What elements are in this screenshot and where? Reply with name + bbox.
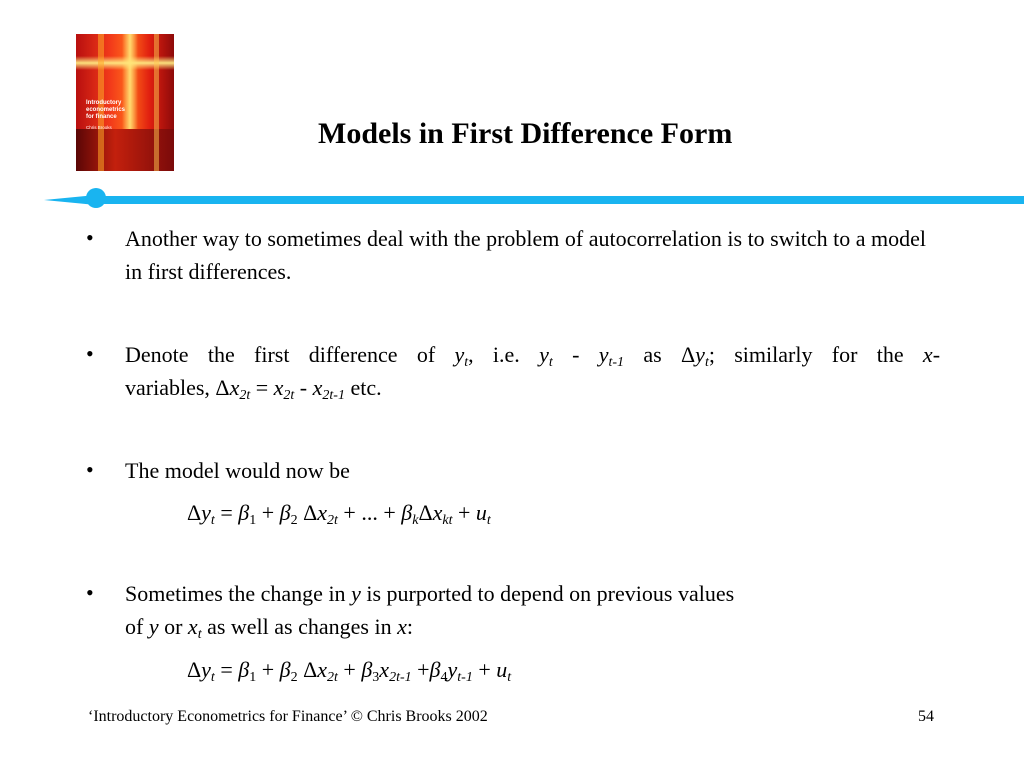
page-number: 54	[918, 708, 934, 725]
equation-lagged-model: $\Delta y_t = \beta_1 + \beta_2$ $\Delta x_{2t} + \beta_3x_{2t-1} +\beta_4y_{t-1} + u_t$	[187, 657, 512, 685]
bullet-model-intro: The model would now be	[125, 458, 350, 483]
bullet-autocorrelation: Another way to sometimes deal with the problem of autocorrelation is to switch to a model in first differences.	[125, 226, 926, 284]
previous-values-line-1: Sometimes the change in y is purported to depend on previous values	[125, 581, 735, 606]
cover-title: Introductory econometrics for finance	[86, 100, 126, 120]
first-difference-line-1: Denote the first difference of $y_t$, i.e. $y_t - y_{t-1}$ as $\Delta y_t$; similarly for the x-	[125, 342, 941, 370]
footer-copyright: ‘Introductory Econometrics for Finance’ © Chris Brooks 2002	[88, 708, 488, 725]
bullet-marker: •	[86, 341, 94, 366]
bullet-first-difference	[125, 338, 940, 404]
cover-author: Chris Brooks	[86, 125, 112, 130]
bullet-previous-values	[125, 577, 940, 643]
book-cover-image	[76, 34, 174, 171]
divider-dot	[86, 188, 106, 208]
previous-values-line-2: of y or $x_t$ as well as changes in x:	[125, 614, 413, 642]
slide-title: Models in First Difference Form	[318, 117, 733, 150]
divider-line	[90, 196, 1024, 204]
bullet-marker: •	[86, 457, 94, 482]
cover-dark-band	[76, 129, 174, 171]
bullet-marker: •	[86, 225, 94, 250]
bullet-marker: •	[86, 580, 94, 605]
first-difference-line-2: variables, $\Delta x_{2t} = x_{2t} - x_{2t-1}$ etc.	[125, 375, 382, 403]
title-divider	[0, 180, 1024, 220]
equation-first-difference-model: $\Delta y_t = \beta_1 + \beta_2$ $\Delta x_{2t}$ + ... + $\beta_k\Delta x_{kt} + u_t$	[187, 500, 491, 528]
